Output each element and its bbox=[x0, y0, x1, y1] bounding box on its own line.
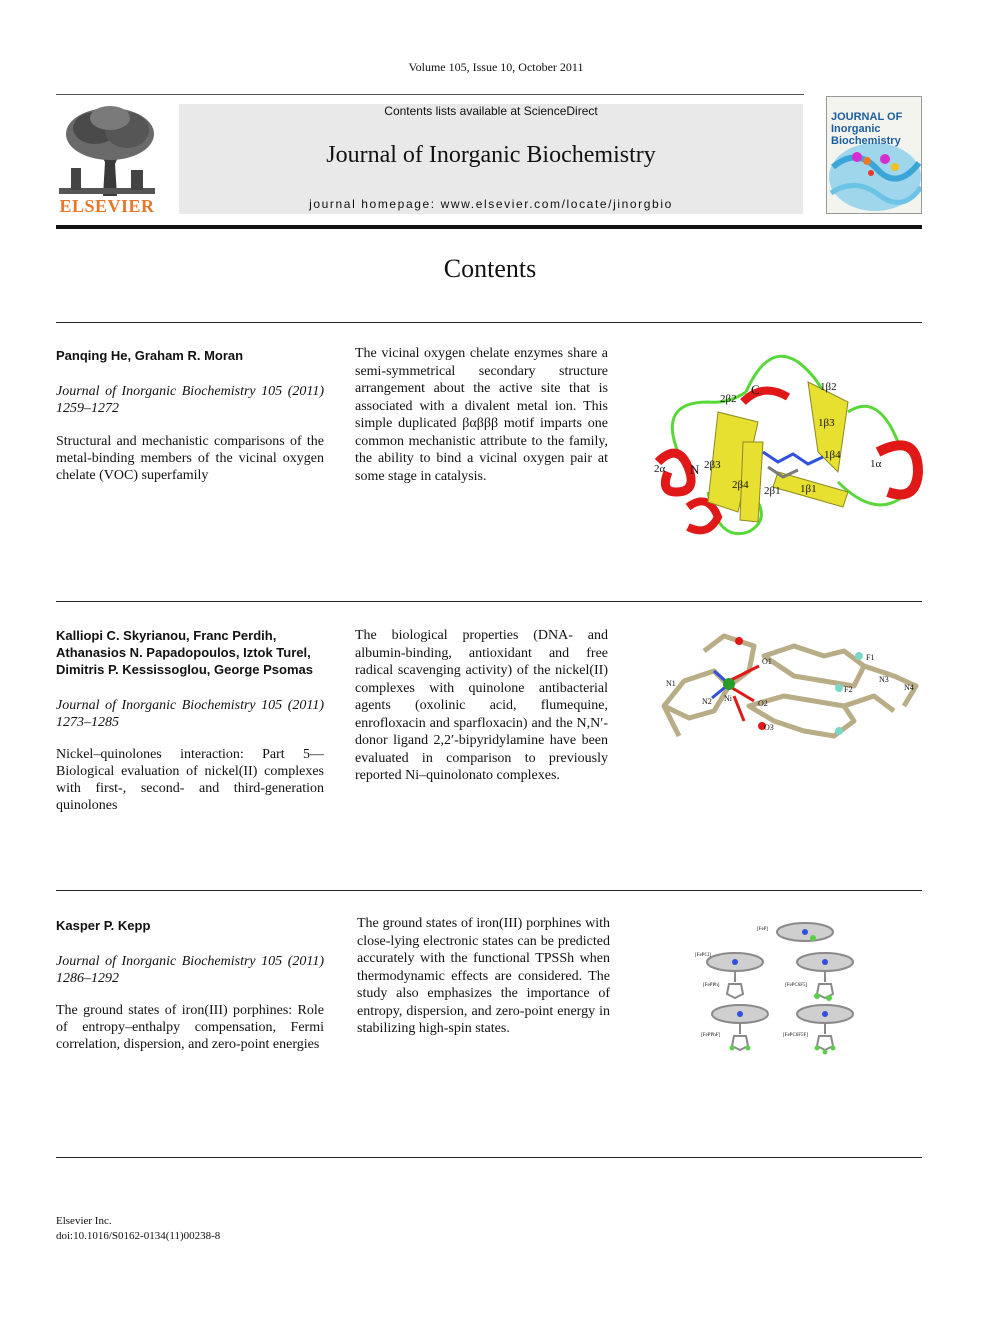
figure-label: F2 bbox=[844, 685, 853, 694]
journal-cover-thumbnail[interactable] bbox=[826, 96, 922, 214]
figure-label: [FePC6F5F] bbox=[783, 1033, 809, 1038]
article-authors: Panqing He, Graham R. Moran bbox=[56, 348, 244, 363]
figure-label: F1 bbox=[866, 653, 875, 662]
journal-title: Journal of Inorganic Biochemistry bbox=[326, 142, 656, 168]
article-citation[interactable]: Journal of Inorganic Biochemistry 105 (2011) 1273–1285 bbox=[56, 698, 324, 730]
figure-label: 1β2 bbox=[820, 381, 837, 393]
figure-label: [FePC6F5] bbox=[785, 983, 808, 988]
cover-title: JOURNAL OF Inorganic Biochemistry bbox=[831, 111, 903, 147]
figure-label: 1α bbox=[870, 458, 882, 470]
article-authors: Kasper P. Kepp bbox=[56, 918, 151, 933]
article-title[interactable]: The ground states of iron(III) porphines: Role of entropy–enthalpy compensation, Fermi correlation, dispersion, and zero-point energies bbox=[56, 1003, 324, 1052]
figure-label: N bbox=[690, 462, 700, 477]
page-title: Contents bbox=[443, 254, 537, 283]
figure-label: O2 bbox=[758, 699, 768, 708]
article-title[interactable]: Nickel–quinolones interaction: Part 5—Biological evaluation of nickel(II) complexes with first-, second- and third-generation quinolones bbox=[56, 747, 324, 813]
article-citation[interactable]: Journal of Inorganic Biochemistry 105 (2011) 1286–1292 bbox=[56, 954, 324, 986]
elsevier-logo[interactable] bbox=[55, 104, 159, 216]
figure-label: 2β1 bbox=[764, 485, 781, 497]
article-abstract: The ground states of iron(III) porphines with close-lying electronic states can be predicted accurately with the functional TPSSh when thermodynamic effects are considered. The study also emphasizes the importance of entropy, dispersion, and zero-point energy in stabilizing high-spin states. bbox=[357, 916, 610, 1036]
figure-label: 2β3 bbox=[704, 459, 721, 471]
article-abstract: The biological properties (DNA- and albumin-binding, antioxidant and free radical scavenging activity) of the nickel(II) complexes with quinolone antibacterial agents (oxolinic acid, flumequine, enrofloxacin and sparfloxacin) and the N,N′-donor ligand 2,2′-bipyridylamine have been evaluated in comparison to previously reported Ni–quinolonato complexes. bbox=[355, 628, 608, 783]
figure-label: 2α bbox=[654, 463, 666, 475]
tree-icon bbox=[55, 104, 159, 196]
figure-label: 1β4 bbox=[824, 449, 841, 461]
figure-label: [FeP] bbox=[757, 927, 769, 932]
header-thick-rule bbox=[56, 225, 922, 229]
figure-label: [FePPhF] bbox=[701, 1033, 721, 1038]
article-title[interactable]: Structural and mechanistic comparisons of the metal-binding members of the vicinal oxygen chelate (VOC) superfamily bbox=[56, 434, 324, 483]
elsevier-wordmark: ELSEVIER bbox=[59, 196, 155, 216]
figure-label: N2 bbox=[702, 697, 712, 706]
figure-label: [FePCl] bbox=[695, 953, 711, 958]
journal-homepage[interactable]: journal homepage: www.elsevier.com/locate/jinorgbio bbox=[309, 197, 673, 211]
article-divider bbox=[56, 601, 922, 602]
page-footer bbox=[56, 1214, 220, 1244]
protein-structure-figure bbox=[648, 342, 924, 554]
figure-label: 1β1 bbox=[800, 483, 817, 495]
footer-publisher: Elsevier Inc. bbox=[56, 1215, 112, 1227]
article-citation[interactable]: Journal of Inorganic Biochemistry 105 (2011) 1259–1272 bbox=[56, 384, 324, 416]
contents-available[interactable]: Contents lists available at ScienceDirect bbox=[384, 104, 598, 118]
volume-line: Volume 105, Issue 10, October 2011 bbox=[408, 60, 584, 74]
article-authors: Kalliopi C. Skyrianou, Franc Perdih, Athanasios N. Papadopoulos, Iztok Turel, Dimitris P. Kessissoglou, George Psomas bbox=[56, 628, 313, 677]
footer-doi[interactable]: doi:10.1016/S0162-0134(11)00238-8 bbox=[56, 1230, 221, 1242]
porphine-structures-figure bbox=[695, 918, 875, 1056]
journal-banner bbox=[179, 104, 803, 214]
article-divider bbox=[56, 322, 922, 323]
figure-label: N1 bbox=[666, 679, 676, 688]
figure-label: C bbox=[751, 382, 760, 397]
figure-label: [FePPh] bbox=[703, 983, 720, 988]
figure-label: 2β4 bbox=[732, 479, 749, 491]
figure-label: Ni bbox=[724, 694, 732, 703]
article-divider bbox=[56, 1157, 922, 1158]
figure-label: N4 bbox=[904, 683, 914, 692]
figure-label: 2β2 bbox=[720, 393, 737, 405]
figure-label: 1β3 bbox=[818, 417, 835, 429]
nickel-complex-figure bbox=[654, 626, 922, 750]
header-rule bbox=[56, 94, 804, 95]
figure-label: N3 bbox=[879, 675, 889, 684]
figure-label: O3 bbox=[764, 723, 774, 732]
figure-label: O1 bbox=[762, 657, 772, 666]
article-divider bbox=[56, 890, 922, 891]
article-abstract: The vicinal oxygen chelate enzymes share a semi-symmetrical secondary structure arrangement about the active site that is associated with a divalent metal ion. This simple duplicated βαβββ motif imparts one common mechanistic attribute to the family, the ability to bind a vicinal oxygen pair at some stage in catalysis. bbox=[355, 346, 608, 484]
